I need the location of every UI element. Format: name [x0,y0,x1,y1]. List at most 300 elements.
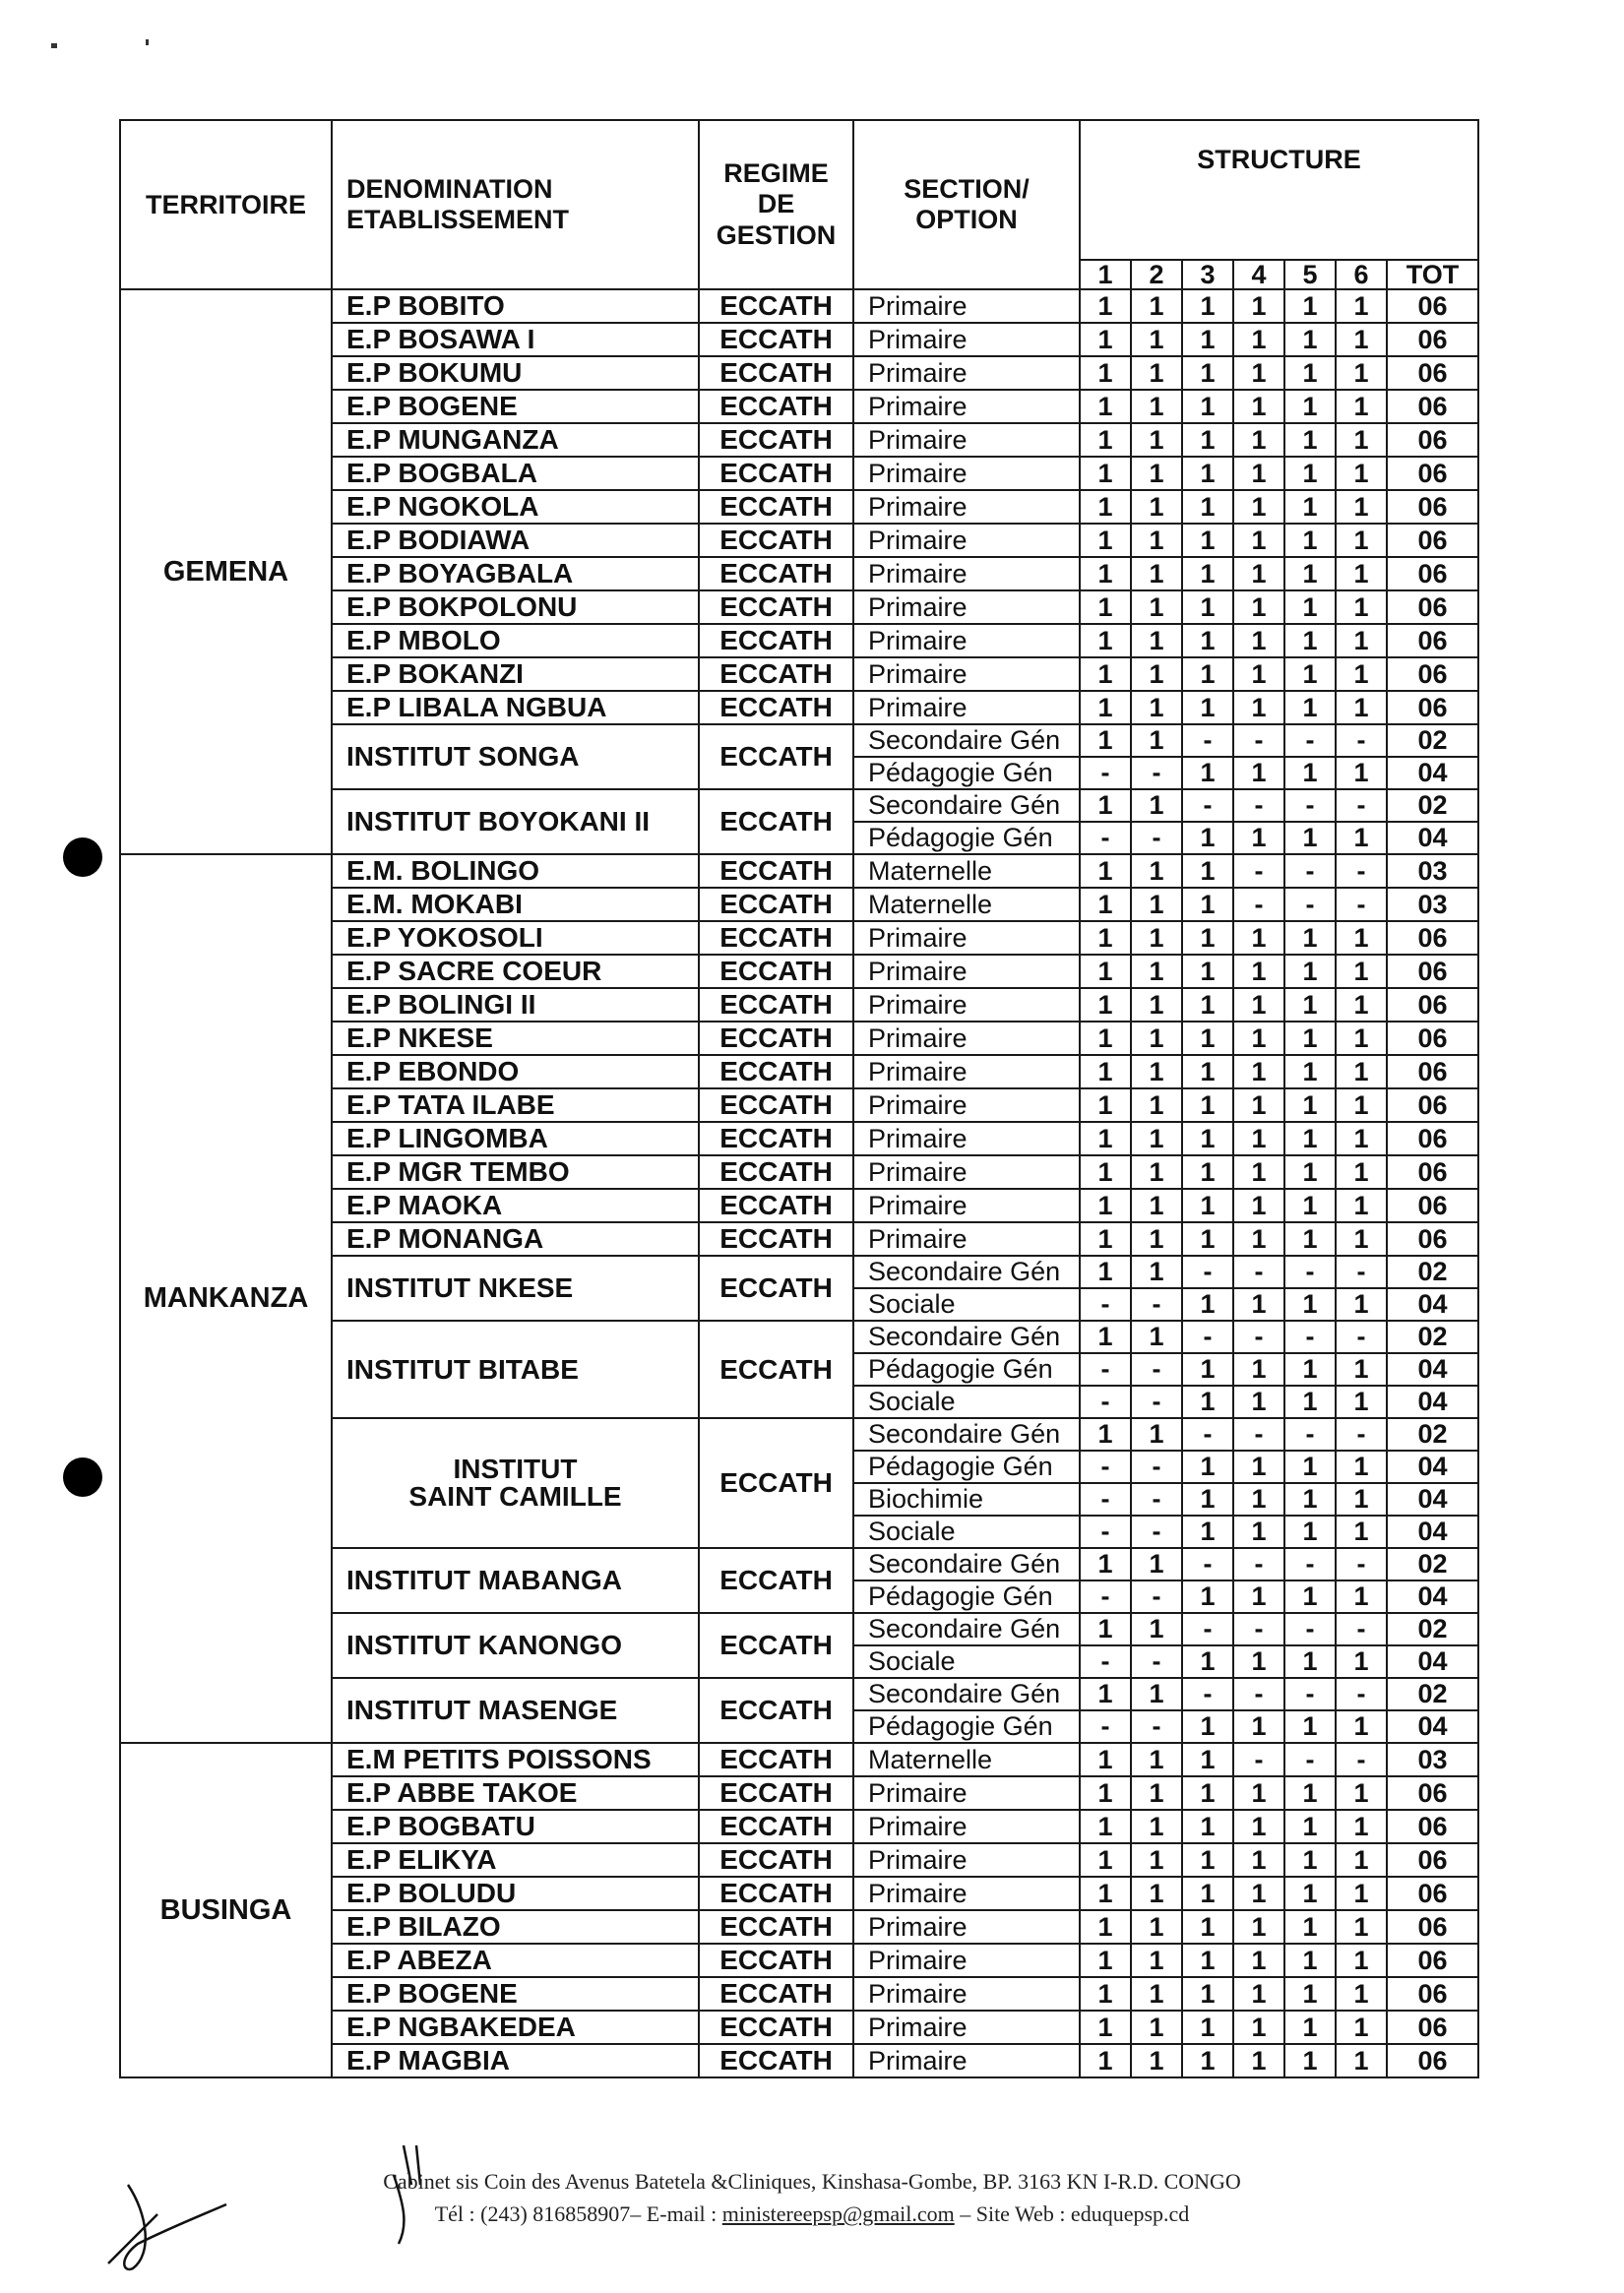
section-option: Primaire [853,1910,1080,1944]
grade-cell: 1 [1284,1910,1336,1944]
grade-cell: 1 [1131,624,1182,657]
grade-cell: 1 [1182,1776,1233,1810]
header-structure-col: TOT [1387,260,1478,289]
grade-cell: 1 [1336,2044,1387,2077]
grade-cell: - [1336,888,1387,921]
grade-cell: 1 [1233,921,1284,955]
scan-speck [146,39,149,45]
grade-cell: 1 [1336,1483,1387,1516]
school-name: E.P BOKANZI [332,657,699,691]
grade-cell: 1 [1284,524,1336,557]
grade-cell: 1 [1336,1288,1387,1321]
section-option: Primaire [853,289,1080,323]
total-cell: 06 [1387,2011,1478,2044]
grade-cell: 1 [1182,1910,1233,1944]
grade-cell: 1 [1182,524,1233,557]
grade-cell: 1 [1131,323,1182,356]
grade-cell: 1 [1233,289,1284,323]
grade-cell: 1 [1336,323,1387,356]
section-option: Primaire [853,1122,1080,1155]
grade-cell: 1 [1284,590,1336,624]
school-name: E.P NGBAKEDEA [332,2011,699,2044]
school-name: E.P BOYAGBALA [332,557,699,590]
grade-cell: - [1131,757,1182,789]
grade-cell: 1 [1182,1055,1233,1088]
school-regime: ECCATH [699,2011,853,2044]
grade-cell: - [1182,1548,1233,1580]
grade-cell: 1 [1336,1451,1387,1483]
territory-name: MANKANZA [120,854,332,1743]
grade-cell: 1 [1080,988,1131,1022]
grade-cell: 1 [1080,1776,1131,1810]
grade-cell: 1 [1336,1122,1387,1155]
grade-cell: 1 [1233,1222,1284,1256]
grade-cell: 1 [1233,1288,1284,1321]
grade-cell: 1 [1233,1353,1284,1386]
section-option: Primaire [853,1843,1080,1877]
grade-cell: 1 [1284,1776,1336,1810]
school-name: E.P SACRE COEUR [332,955,699,988]
footer-email-link[interactable]: ministereepsp@gmail.com [721,2201,955,2226]
header-structure: STRUCTURE [1080,120,1478,260]
total-cell: 02 [1387,1548,1478,1580]
school-name: INSTITUT SONGA [332,724,699,789]
grade-cell: 1 [1131,590,1182,624]
grade-cell: - [1233,1743,1284,1776]
grade-cell: 1 [1233,955,1284,988]
grade-cell: 1 [1233,691,1284,724]
grade-cell: 1 [1131,2044,1182,2077]
grade-cell: 1 [1131,1977,1182,2011]
grade-cell: 1 [1131,1678,1182,1710]
grade-cell: 1 [1182,423,1233,457]
grade-cell: 1 [1233,524,1284,557]
grade-cell: 1 [1131,1189,1182,1222]
school-regime: ECCATH [699,955,853,988]
school-regime: ECCATH [699,1256,853,1321]
grade-cell: - [1233,1548,1284,1580]
grade-cell: 1 [1233,457,1284,490]
grade-cell: 1 [1336,691,1387,724]
school-name: E.P BOSAWA I [332,323,699,356]
grade-cell: 1 [1131,1548,1182,1580]
section-option: Secondaire Gén [853,1256,1080,1288]
grade-cell: 1 [1080,590,1131,624]
school-regime: ECCATH [699,2044,853,2077]
grade-cell: 1 [1336,657,1387,691]
grade-cell: - [1080,757,1131,789]
grade-cell: 1 [1131,1843,1182,1877]
grade-cell: - [1233,789,1284,822]
total-cell: 06 [1387,1910,1478,1944]
grade-cell: 1 [1233,988,1284,1022]
total-cell: 04 [1387,1451,1478,1483]
grade-cell: 1 [1080,1944,1131,1977]
grade-cell: 1 [1182,1516,1233,1548]
grade-cell: 1 [1336,624,1387,657]
grade-cell: 1 [1080,854,1131,888]
school-regime: ECCATH [699,590,853,624]
grade-cell: 1 [1131,1022,1182,1055]
grade-cell: 1 [1284,1451,1336,1483]
grade-cell: 1 [1182,323,1233,356]
grade-cell: 1 [1080,390,1131,423]
grade-cell: 1 [1284,657,1336,691]
grade-cell: 1 [1284,624,1336,657]
grade-cell: 1 [1284,1944,1336,1977]
grade-cell: 1 [1182,2011,1233,2044]
section-option: Primaire [853,524,1080,557]
school-name: E.P BOBITO [332,289,699,323]
schools-structure-table [119,119,1479,2078]
grade-cell: 1 [1336,1055,1387,1088]
grade-cell: 1 [1080,955,1131,988]
grade-cell: 1 [1284,757,1336,789]
total-cell: 06 [1387,356,1478,390]
grade-cell: - [1233,1321,1284,1353]
grade-cell: 1 [1336,1580,1387,1613]
school-name: E.M. BOLINGO [332,854,699,888]
total-cell: 06 [1387,323,1478,356]
grade-cell: 1 [1131,988,1182,1022]
grade-cell: - [1336,1548,1387,1580]
section-option: Primaire [853,1055,1080,1088]
territory-name: GEMENA [120,289,332,854]
section-option: Primaire [853,1776,1080,1810]
school-regime: ECCATH [699,691,853,724]
grade-cell: 1 [1284,490,1336,524]
section-option: Primaire [853,1977,1080,2011]
section-option: Primaire [853,1189,1080,1222]
grade-cell: 1 [1131,356,1182,390]
grade-cell: 1 [1182,490,1233,524]
section-option: Pédagogie Gén [853,1451,1080,1483]
section-option: Pédagogie Gén [853,822,1080,854]
school-regime: ECCATH [699,457,853,490]
section-option: Primaire [853,457,1080,490]
grade-cell: 1 [1233,1189,1284,1222]
grade-cell: - [1080,1645,1131,1678]
grade-cell: 1 [1336,524,1387,557]
grade-cell: 1 [1182,822,1233,854]
school-name: INSTITUT SAINT CAMILLE [332,1418,699,1548]
grade-cell: 1 [1080,524,1131,557]
grade-cell: 1 [1233,1483,1284,1516]
grade-cell: 1 [1233,1451,1284,1483]
total-cell: 06 [1387,1843,1478,1877]
total-cell: 03 [1387,1743,1478,1776]
total-cell: 04 [1387,1483,1478,1516]
grade-cell: 1 [1182,921,1233,955]
grade-cell: 1 [1233,490,1284,524]
grade-cell: - [1284,1256,1336,1288]
grade-cell: 1 [1080,2011,1131,2044]
total-cell: 06 [1387,1155,1478,1189]
school-regime: ECCATH [699,1613,853,1678]
school-name: E.P MAOKA [332,1189,699,1222]
school-name: E.P TATA ILABE [332,1088,699,1122]
school-regime: ECCATH [699,1189,853,1222]
school-name: E.M. MOKABI [332,888,699,921]
grade-cell: 1 [1182,1022,1233,1055]
grade-cell: 1 [1284,1055,1336,1088]
grade-cell: - [1131,1580,1182,1613]
section-option: Pédagogie Gén [853,1710,1080,1743]
table-row [120,1743,1478,1776]
grade-cell: 1 [1233,2044,1284,2077]
grade-cell: 1 [1284,2044,1336,2077]
grade-cell: - [1336,789,1387,822]
grade-cell: 1 [1233,590,1284,624]
grade-cell: 1 [1080,921,1131,955]
grade-cell: 1 [1336,1877,1387,1910]
grade-cell: 1 [1080,624,1131,657]
grade-cell: 1 [1080,423,1131,457]
section-option: Primaire [853,1222,1080,1256]
grade-cell: 1 [1182,1580,1233,1613]
grade-cell: 1 [1182,854,1233,888]
grade-cell: 1 [1284,1580,1336,1613]
grade-cell: 1 [1182,1122,1233,1155]
grade-cell: 1 [1284,1189,1336,1222]
grade-cell: 1 [1284,1222,1336,1256]
grade-cell: 1 [1080,1088,1131,1122]
grade-cell: 1 [1284,1710,1336,1743]
grade-cell: 1 [1233,1055,1284,1088]
total-cell: 06 [1387,590,1478,624]
grade-cell: 1 [1233,1088,1284,1122]
territory-name: BUSINGA [120,1743,332,2077]
school-regime: ECCATH [699,1055,853,1088]
grade-cell: 1 [1080,1055,1131,1088]
header-denomination: DENOMINATION ETABLISSEMENT [332,120,699,289]
section-option: Primaire [853,2011,1080,2044]
grade-cell: 1 [1182,1451,1233,1483]
grade-cell: 1 [1182,1843,1233,1877]
grade-cell: - [1131,1710,1182,1743]
grade-cell: 1 [1233,1580,1284,1613]
grade-cell: 1 [1336,457,1387,490]
grade-cell: - [1080,1451,1131,1483]
grade-cell: - [1336,1613,1387,1645]
grade-cell: 1 [1182,1288,1233,1321]
section-option: Primaire [853,1877,1080,1910]
total-cell: 06 [1387,457,1478,490]
grade-cell: 1 [1233,757,1284,789]
section-option: Secondaire Gén [853,789,1080,822]
grade-cell: 1 [1336,1386,1387,1418]
school-name: INSTITUT KANONGO [332,1613,699,1678]
grade-cell: 1 [1336,1977,1387,2011]
school-regime: ECCATH [699,1843,853,1877]
grade-cell: 1 [1284,390,1336,423]
grade-cell: 1 [1080,657,1131,691]
grade-cell: - [1182,1418,1233,1451]
grade-cell: 1 [1233,1155,1284,1189]
total-cell: 02 [1387,1256,1478,1288]
grade-cell: 1 [1080,490,1131,524]
grade-cell: 1 [1131,457,1182,490]
school-name: E.P BOLINGI II [332,988,699,1022]
grade-cell: 1 [1182,1810,1233,1843]
grade-cell: 1 [1284,1088,1336,1122]
total-cell: 06 [1387,921,1478,955]
grade-cell: 1 [1131,557,1182,590]
school-regime: ECCATH [699,1321,853,1418]
grade-cell: 1 [1336,757,1387,789]
school-regime: ECCATH [699,1810,853,1843]
grade-cell: 1 [1284,691,1336,724]
grade-cell: 1 [1182,1877,1233,1910]
total-cell: 02 [1387,1678,1478,1710]
grade-cell: 1 [1336,2011,1387,2044]
grade-cell: - [1080,822,1131,854]
total-cell: 04 [1387,1386,1478,1418]
total-cell: 04 [1387,1710,1478,1743]
grade-cell: 1 [1182,356,1233,390]
school-name: E.P MONANGA [332,1222,699,1256]
grade-cell: 1 [1284,1288,1336,1321]
grade-cell: 1 [1182,1483,1233,1516]
section-option: Primaire [853,2044,1080,2077]
grade-cell: 1 [1131,1743,1182,1776]
grade-cell: - [1284,1321,1336,1353]
school-regime: ECCATH [699,657,853,691]
grade-cell: 1 [1336,1776,1387,1810]
grade-cell: - [1233,854,1284,888]
grade-cell: - [1182,724,1233,757]
school-name: E.P MGR TEMBO [332,1155,699,1189]
section-option: Secondaire Gén [853,1321,1080,1353]
school-regime: ECCATH [699,1977,853,2011]
total-cell: 02 [1387,789,1478,822]
grade-cell: 1 [1182,988,1233,1022]
total-cell: 06 [1387,1055,1478,1088]
total-cell: 06 [1387,1088,1478,1122]
grade-cell: 1 [1233,1843,1284,1877]
grade-cell: 1 [1336,1710,1387,1743]
section-option: Secondaire Gén [853,1418,1080,1451]
total-cell: 06 [1387,423,1478,457]
grade-cell: 1 [1080,789,1131,822]
grade-cell: 1 [1182,624,1233,657]
school-regime: ECCATH [699,289,853,323]
grade-cell: 1 [1233,423,1284,457]
section-option: Pédagogie Gén [853,757,1080,789]
total-cell: 06 [1387,1222,1478,1256]
total-cell: 04 [1387,1645,1478,1678]
grade-cell: 1 [1336,1645,1387,1678]
grade-cell: 1 [1131,657,1182,691]
school-name: E.P ELIKYA [332,1843,699,1877]
total-cell: 06 [1387,1944,1478,1977]
grade-cell: 1 [1131,854,1182,888]
grade-cell: 1 [1284,1386,1336,1418]
table-row [120,854,1478,888]
total-cell: 02 [1387,1613,1478,1645]
grade-cell: 1 [1182,757,1233,789]
grade-cell: 1 [1284,1155,1336,1189]
grade-cell: 1 [1182,1155,1233,1189]
grade-cell: - [1080,1516,1131,1548]
total-cell: 02 [1387,1418,1478,1451]
grade-cell: 1 [1233,2011,1284,2044]
grade-cell: - [1233,1256,1284,1288]
school-regime: ECCATH [699,1122,853,1155]
grade-cell: 1 [1336,1222,1387,1256]
school-name: E.P EBONDO [332,1055,699,1088]
total-cell: 04 [1387,822,1478,854]
total-cell: 03 [1387,888,1478,921]
total-cell: 06 [1387,1189,1478,1222]
school-regime: ECCATH [699,624,853,657]
school-regime: ECCATH [699,1877,853,1910]
section-option: Secondaire Gén [853,1613,1080,1645]
school-regime: ECCATH [699,921,853,955]
school-name: E.P BOGBALA [332,457,699,490]
grade-cell: 1 [1080,1189,1131,1222]
section-option: Sociale [853,1645,1080,1678]
section-option: Primaire [853,323,1080,356]
grade-cell: - [1336,1256,1387,1288]
grade-cell: 1 [1233,1516,1284,1548]
grade-cell: 1 [1131,1944,1182,1977]
section-option: Primaire [853,624,1080,657]
grade-cell: 1 [1336,1516,1387,1548]
grade-cell: - [1284,1743,1336,1776]
school-regime: ECCATH [699,988,853,1022]
grade-cell: 1 [1182,691,1233,724]
grade-cell: 1 [1336,1944,1387,1977]
grade-cell: 1 [1131,724,1182,757]
section-option: Primaire [853,1022,1080,1055]
section-option: Pédagogie Gén [853,1580,1080,1613]
punch-hole [63,837,102,877]
school-name: INSTITUT NKESE [332,1256,699,1321]
grade-cell: 1 [1336,490,1387,524]
school-name: INSTITUT MABANGA [332,1548,699,1613]
grade-cell: 1 [1131,691,1182,724]
grade-cell: 1 [1284,2011,1336,2044]
header-structure-col: 6 [1336,260,1387,289]
grade-cell: - [1336,854,1387,888]
school-regime: ECCATH [699,1678,853,1743]
grade-cell: - [1233,1418,1284,1451]
grade-cell: 1 [1233,1776,1284,1810]
grade-cell: 1 [1233,1710,1284,1743]
grade-cell: 1 [1284,323,1336,356]
grade-cell: 1 [1080,1022,1131,1055]
school-regime: ECCATH [699,1548,853,1613]
total-cell: 06 [1387,1810,1478,1843]
grade-cell: 1 [1284,955,1336,988]
school-name: E.P YOKOSOLI [332,921,699,955]
grade-cell: 1 [1336,1088,1387,1122]
grade-cell: 1 [1080,691,1131,724]
grade-cell: 1 [1131,490,1182,524]
grade-cell: 1 [1233,323,1284,356]
school-name: E.M PETITS POISSONS [332,1743,699,1776]
grade-cell: 1 [1080,1743,1131,1776]
grade-cell: 1 [1182,457,1233,490]
grade-cell: 1 [1336,557,1387,590]
total-cell: 06 [1387,657,1478,691]
header-regime: REGIME DE GESTION [699,120,853,289]
total-cell: 06 [1387,691,1478,724]
school-regime: ECCATH [699,724,853,789]
grade-cell: 1 [1080,557,1131,590]
grade-cell: 1 [1080,1222,1131,1256]
